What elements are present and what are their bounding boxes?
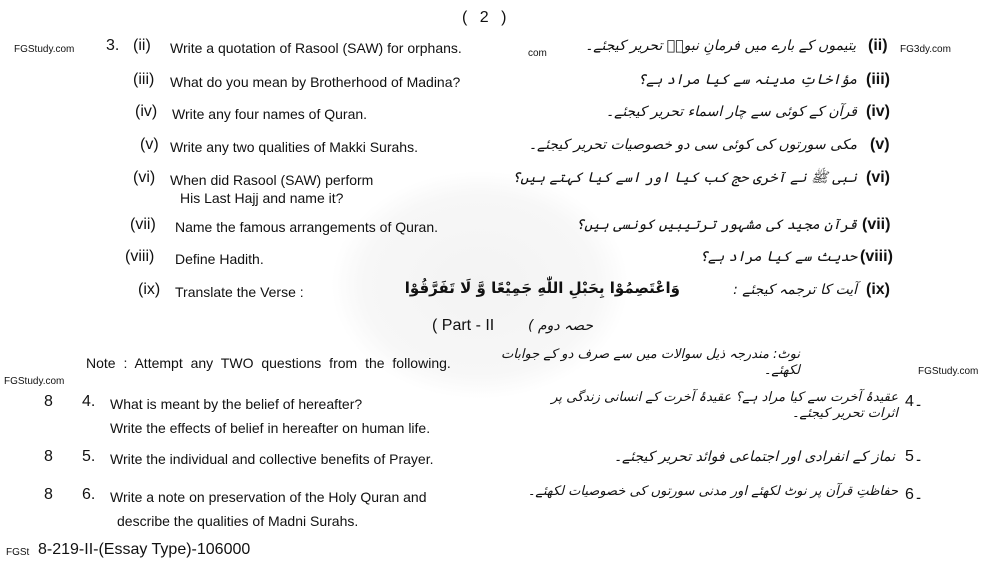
item-label-urdu: (vi): [866, 169, 890, 186]
item-english: Translate the Verse :: [175, 284, 304, 300]
item-urdu: قرآن کے کوئی سے چار اسماء تحریر کیجئے۔: [605, 104, 857, 120]
item-label: (ii): [133, 37, 151, 54]
question-english-line2: Write the effects of belief in hereafter on human life.: [110, 420, 431, 436]
page-number: ( 2 ): [462, 9, 511, 26]
item-label-urdu: (ii): [868, 37, 888, 54]
item-english: Write any four names of Quran.: [172, 106, 368, 122]
item-english: What do you mean by Brotherhood of Madina?: [170, 74, 461, 90]
question-number-urdu: 6۔: [905, 486, 924, 503]
item-label: (iv): [135, 103, 158, 120]
item-urdu: حدیث سے کیا مراد ہے؟: [699, 249, 857, 265]
item-english: Name the famous arrangements of Quran.: [175, 219, 439, 235]
item-english: Write a quotation of Rasool (SAW) for orphans.: [170, 40, 462, 56]
item-label: (viii): [125, 248, 155, 265]
item-urdu: نبی ﷺ نے آخری حج کب کیا اور اسے کیا کہتے ہیں؟: [512, 170, 857, 186]
question-urdu: عقیدۂ آخرت سے کیا مراد ہے؟ عقیدۂ آخرت کے انسانی زندگی پر اثرات تحریر کیجئے۔: [551, 390, 898, 421]
item-urdu: مکی سورتوں کی کوئی سی دو خصوصیات تحریر کیجئے۔: [528, 137, 857, 153]
part-heading: ( Part - II: [432, 317, 495, 334]
watermark-text: FGStudy.com: [14, 44, 75, 55]
watermark-text: FG3dy.com: [900, 44, 951, 55]
item-label-urdu: (viii): [860, 248, 893, 265]
quran-verse: وَاعْتَصِمُوْا بِحَبْلِ اللّٰهِ جَمِيْعًا وَّ لَا تَفَرَّقُوْا: [404, 279, 680, 297]
watermark-text: FGStudy.com: [4, 376, 65, 387]
question-number: 3.: [106, 37, 120, 54]
question-urdu: حفاظتِ قرآن پر نوٹ لکھئے اور مدنی سورتوں کی خصوصیات لکھئے۔: [527, 484, 898, 499]
question-number-urdu: 5۔: [905, 448, 924, 465]
item-label-urdu: (v): [870, 136, 890, 153]
part-heading-urdu: حصہ دوم ): [528, 318, 594, 334]
item-label: (ix): [138, 281, 161, 298]
watermark-text: FGSt: [6, 547, 30, 558]
item-english: Write any two qualities of Makki Surahs.: [170, 139, 418, 155]
item-label: (vi): [133, 169, 156, 186]
item-label: (vii): [130, 216, 156, 233]
watermark-text: FGStudy.com: [918, 366, 979, 377]
question-number-urdu: 4۔: [905, 393, 924, 410]
question-number: 5.: [82, 448, 96, 465]
item-urdu: یتیموں کے بارے میں فرمانِ نبویؐ تحریر کیجئے۔: [585, 38, 856, 54]
item-label-urdu: (iv): [866, 103, 890, 120]
item-urdu: آیت کا ترجمہ کیجئے :: [733, 282, 857, 298]
paper-code: 8-219-II-(Essay Type)-106000: [38, 541, 251, 558]
watermark-text: com: [528, 48, 547, 59]
question-english: Write a note on preservation of the Holy Quran and: [110, 489, 427, 505]
marks: 8: [44, 448, 53, 465]
marks: 8: [44, 393, 53, 410]
question-number: 4.: [82, 393, 96, 410]
question-english: What is meant by the belief of hereafter?: [110, 396, 363, 412]
item-urdu: قرآن مجید کی مشہور ترتیبیں کونسی ہیں؟: [576, 217, 857, 233]
question-number: 6.: [82, 486, 96, 503]
marks: 8: [44, 486, 53, 503]
item-english: When did Rasool (SAW) perform: [170, 172, 374, 188]
item-english: Define Hadith.: [175, 251, 264, 267]
item-label-urdu: (ix): [866, 281, 890, 298]
item-label: (v): [140, 136, 159, 153]
question-urdu: نماز کے انفرادی اور اجتماعی فوائد تحریر کیجئے۔: [613, 449, 895, 465]
note-text: Note : Attempt any TWO questions from the following.: [86, 355, 451, 371]
item-urdu: مؤاخاتِ مدینہ سے کیا مراد ہے؟: [637, 72, 857, 88]
item-english-line2: His Last Hajj and name it?: [180, 190, 344, 206]
item-label-urdu: (iii): [866, 71, 890, 88]
item-label: (iii): [133, 71, 155, 88]
question-english: Write the individual and collective benefits of Prayer.: [110, 451, 434, 467]
item-label-urdu: (vii): [862, 216, 891, 233]
note-text-urdu: نوٹ: مندرجہ ذیل سوالات میں سے صرف دو کے جوابات لکھئے۔: [501, 347, 800, 378]
question-english-line2: describe the qualities of Madni Surahs.: [117, 513, 359, 529]
